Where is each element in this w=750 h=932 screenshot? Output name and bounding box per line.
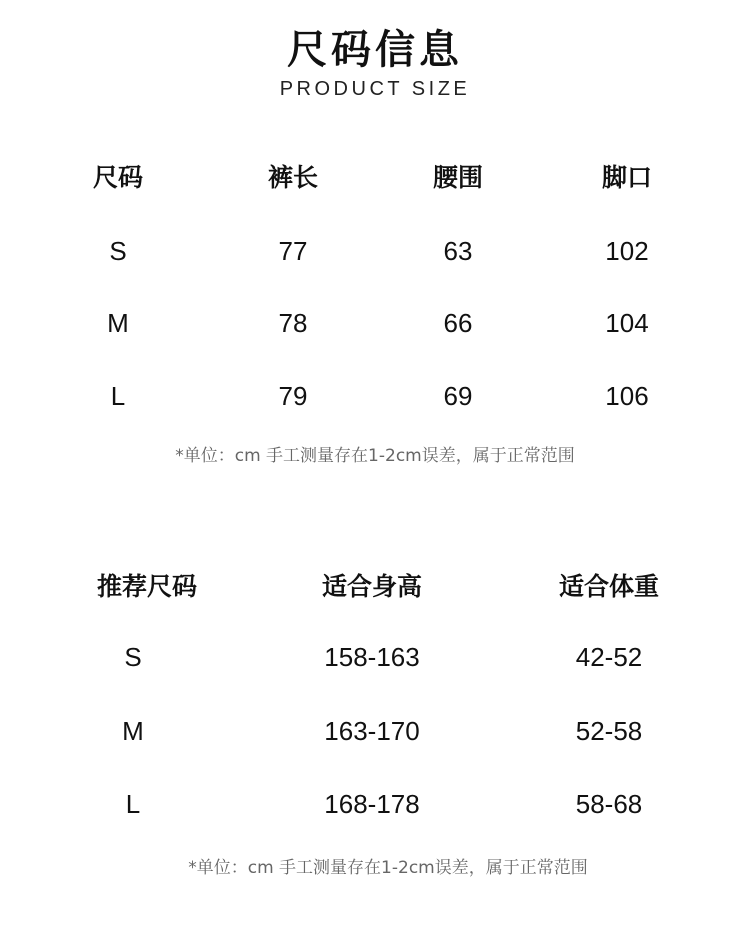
recommend-table-cell: 158-163 <box>324 642 420 672</box>
recommend-table-cell: 163-170 <box>324 716 420 746</box>
size-table-header-size: 尺码 <box>92 163 143 192</box>
recommend-table-header-weight: 适合体重 <box>558 572 659 601</box>
size-table-cell: 69 <box>443 381 473 411</box>
recommend-table-header-height: 适合身高 <box>321 572 422 601</box>
size-table-cell: L <box>110 381 126 411</box>
recommend-table-cell: 42-52 <box>575 642 643 672</box>
recommend-table-cell: 168-178 <box>324 789 420 819</box>
size-table-cell: 66 <box>443 308 473 338</box>
page-subtitle: PRODUCT SIZE <box>279 78 471 100</box>
size-table-cell: 78 <box>278 308 308 338</box>
recommend-table-cell: 58-68 <box>575 789 643 819</box>
size-table-cell: 102 <box>605 236 649 266</box>
size-table-note: *单位：cm 手工测量存在1-2cm误差，属于正常范围 <box>175 446 575 466</box>
size-table-cell: S <box>109 236 127 266</box>
recommend-table-header-size: 推荐尺码 <box>96 572 197 601</box>
size-table-cell: 106 <box>605 381 649 411</box>
recommend-table-cell: M <box>122 716 144 746</box>
size-table-header-length: 裤长 <box>267 163 318 192</box>
size-table-cell: 77 <box>278 236 308 266</box>
recommend-table-cell: L <box>125 789 141 819</box>
size-table-cell: 63 <box>443 236 473 266</box>
size-table-header-waist: 腰围 <box>432 163 483 192</box>
size-table-cell: 104 <box>605 308 649 338</box>
recommend-table-cell: 52-58 <box>575 716 643 746</box>
size-table-cell: M <box>107 308 129 338</box>
recommend-table-note: *单位：cm 手工测量存在1-2cm误差，属于正常范围 <box>188 858 588 878</box>
page-title: 尺码信息 <box>287 27 463 73</box>
size-table-cell: 79 <box>278 381 308 411</box>
size-table-header-hem: 脚口 <box>601 163 652 192</box>
recommend-table-cell: S <box>124 642 142 672</box>
